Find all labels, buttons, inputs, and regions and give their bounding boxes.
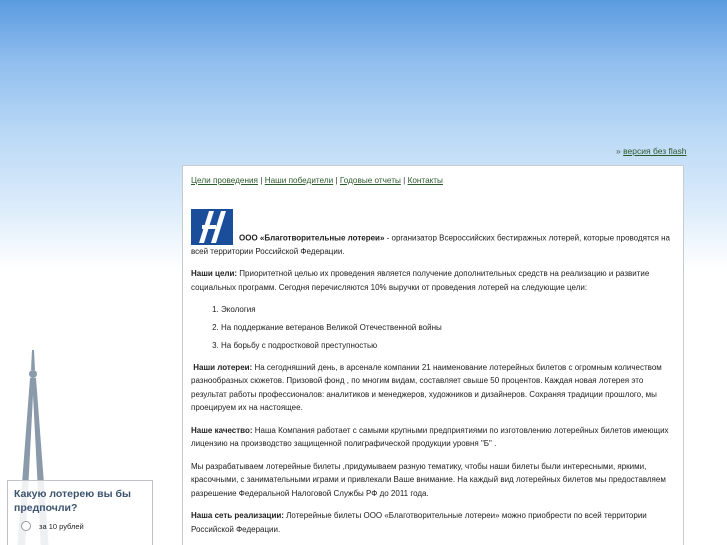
arrow-prefix: » bbox=[616, 146, 621, 156]
goals-list bbox=[221, 303, 675, 353]
poll-option-label: за 10 рублей bbox=[39, 521, 84, 531]
nav-separator: | bbox=[260, 176, 263, 185]
no-flash-version-link[interactable]: версия без flash bbox=[623, 146, 687, 156]
nav-contacts[interactable]: Контакты bbox=[407, 176, 443, 185]
no-flash-link-wrap bbox=[616, 146, 686, 156]
lotteries-paragraph bbox=[191, 361, 675, 415]
quality-heading: Наше качество: bbox=[191, 425, 253, 435]
goals-text: Приоритетной целью их проведения является получение дополнительных средств на реализацию и развитие социальных программ. Сегодня перечисляются 10% выручки от проведения лотерей на следующие цели: bbox=[191, 269, 650, 292]
intro-text: - организатор Всероссийских бестиражных лотерей, которые проводятся на всей территории Российской Федерации. bbox=[191, 233, 670, 256]
content-nav bbox=[191, 174, 675, 188]
nav-goals[interactable]: Цели проведения bbox=[191, 176, 258, 185]
radio-button[interactable] bbox=[21, 521, 31, 531]
develop-paragraph: Мы разрабатываем лотерейные билеты ,придумываем разную тематику, чтобы наши билеты были интересными, яркими, красочными, с занимательными играми и привлекали Ваше внимание. На каждый вид лотерейных билетов мы предоставляем разрешение Федеральной Налоговой Службы РФ до 2011 года. bbox=[191, 461, 666, 498]
list-item: 3. На борьбу с подростковой преступностью bbox=[221, 339, 675, 353]
network-heading: Наша сеть реализации: bbox=[191, 511, 284, 520]
content-panel bbox=[182, 165, 684, 545]
nav-separator: | bbox=[335, 176, 338, 185]
company-name: ООО «Благотворительные лотереи» bbox=[239, 233, 385, 242]
nav-annual-reports[interactable]: Годовые отчеты bbox=[339, 176, 401, 185]
poll-option[interactable] bbox=[14, 521, 146, 531]
nav-winners[interactable]: Наши победители bbox=[264, 176, 334, 185]
company-logo bbox=[191, 209, 233, 245]
poll-widget bbox=[7, 480, 153, 545]
list-item: 2. На поддержание ветеранов Великой Отечественной войны bbox=[221, 321, 675, 335]
intro-paragraph bbox=[191, 209, 675, 259]
goals-heading: Наши цели: bbox=[191, 269, 238, 278]
goals-paragraph bbox=[191, 267, 675, 294]
quality-text: Наша Компания работает с самыми крупными предприятиями по изготовлению лотерейных билетов имеющих лицензию на производство защищенной полиграфической продукции уровня "Б" . bbox=[191, 425, 669, 448]
network-text: Лотерейные билеты ООО «Благотворительные лотереи» можно приобрести по всей территории Российской Федерации. bbox=[191, 511, 647, 534]
list-item: 1. Экология bbox=[221, 303, 675, 317]
poll-question: Какую лотерею вы бы предпочли? bbox=[14, 488, 131, 514]
lotteries-heading: Наши лотереи: bbox=[193, 362, 253, 372]
network-paragraph bbox=[191, 509, 675, 536]
nav-separator: | bbox=[403, 176, 406, 185]
lotteries-text: На сегодняшний день, в арсенале компании 21 наименование лотерейных билетов с огромным количеством разнообразных сюжетов. Призовой фонд , по многим видам, составляет свыше 50 процентов. Каждая новая лотерея это результат работы профессионалов: аналитиков и менеджеров, художников и дизайнеров. Сохраняя традиции прошлого, мы проецируем их на настоящее. bbox=[191, 362, 662, 412]
quality-paragraph bbox=[191, 424, 675, 451]
